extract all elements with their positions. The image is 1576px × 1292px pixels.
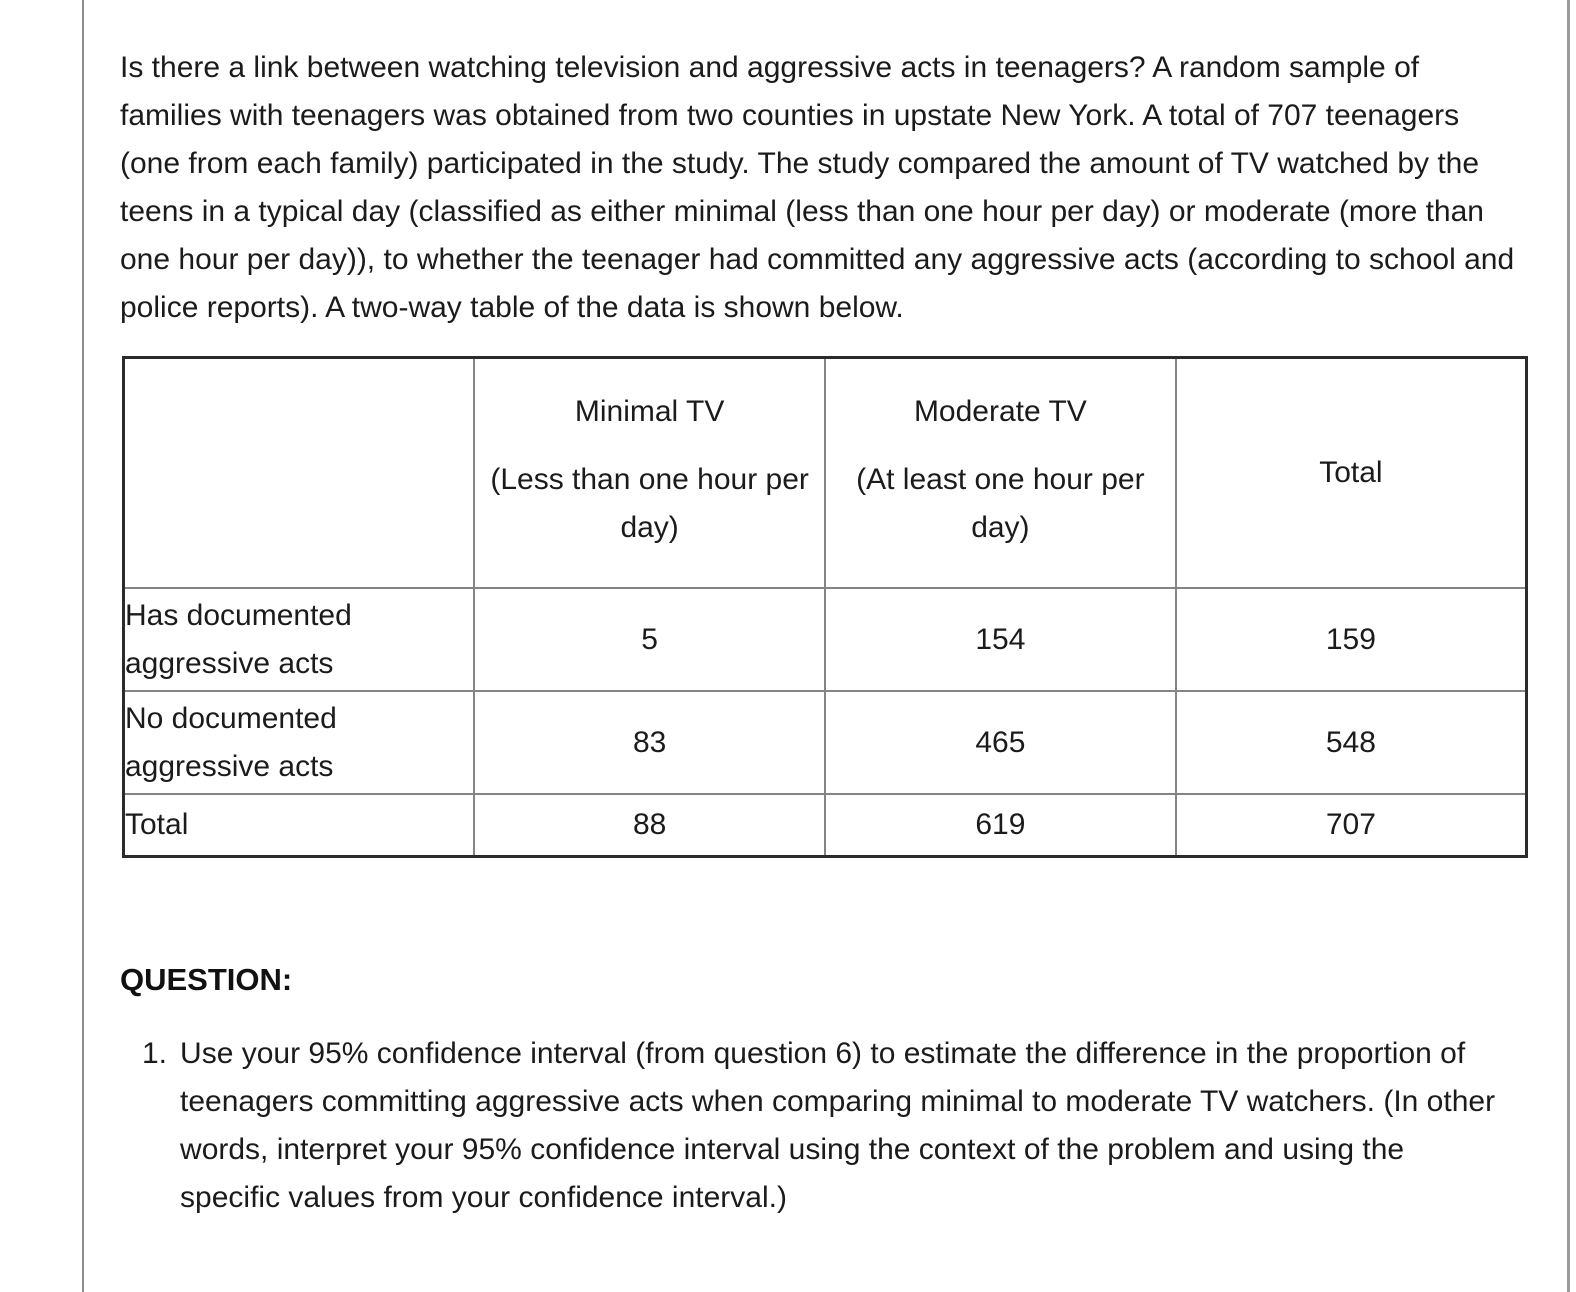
table-header-row xyxy=(124,358,1527,589)
row-label: No documented aggressive acts xyxy=(124,691,475,794)
table-row-total xyxy=(124,794,1527,857)
cell-moderate-value: 154 xyxy=(825,588,1176,691)
table-header-empty-cell xyxy=(124,358,475,589)
column-subtitle: (At least one hour per day) xyxy=(856,463,1145,544)
page-content xyxy=(120,0,1526,1222)
cell-total-value: 707 xyxy=(1176,794,1527,857)
row-label: Total xyxy=(124,794,475,857)
question-number: 1. xyxy=(142,1037,168,1070)
cell-moderate-value: 465 xyxy=(825,691,1176,794)
header-cell-content xyxy=(826,359,1175,587)
cell-minimal-value: 83 xyxy=(474,691,825,794)
row-label: Has documented aggressive acts xyxy=(124,588,475,691)
question-list-item xyxy=(120,1030,1526,1222)
question-heading: QUESTION: xyxy=(120,962,293,997)
intro-paragraph: Is there a link between watching television and aggressive acts in teenagers? A random sample of families with teenagers was obtained from two counties in upstate New York. A total of 707 teenagers (one from each family) participated in the study. The study compared the amount of TV watched by the teens in a typical day (classified as either minimal (less than one hour per day) or moderate (more than one hour per day)), to whether the teenager had committed any aggressive acts (according to school and police reports). A two-way table of the data is shown below. xyxy=(120,51,1515,324)
header-cell-content xyxy=(1177,359,1525,587)
two-way-table xyxy=(122,356,1528,858)
table-row-has-aggressive-acts xyxy=(124,588,1527,691)
column-title: Moderate TV xyxy=(913,395,1087,428)
table-header-moderate-tv xyxy=(825,358,1176,589)
column-title: Total xyxy=(1319,456,1383,489)
table-header-minimal-tv xyxy=(474,358,825,589)
page-left-edge-line xyxy=(82,0,84,1292)
cell-moderate-value: 619 xyxy=(825,794,1176,857)
cell-total-value: 548 xyxy=(1176,691,1527,794)
header-cell-content xyxy=(475,359,824,587)
table-header-total xyxy=(1176,358,1527,589)
column-subtitle: (Less than one hour per day) xyxy=(490,463,809,544)
question-text: Use your 95% confidence interval (from question 6) to estimate the difference in the proportion of teenagers committing aggressive acts when comparing minimal to moderate TV watchers. (In other words, interpret your 95% confidence interval using the context of the problem and using the specific values from your confidence interval.) xyxy=(180,1037,1496,1214)
column-title: Minimal TV xyxy=(574,395,725,428)
page-right-edge-line xyxy=(1567,0,1570,1292)
cell-minimal-value: 88 xyxy=(474,794,825,857)
cell-total-value: 159 xyxy=(1176,588,1527,691)
table-row-no-aggressive-acts xyxy=(124,691,1527,794)
cell-minimal-value: 5 xyxy=(474,588,825,691)
